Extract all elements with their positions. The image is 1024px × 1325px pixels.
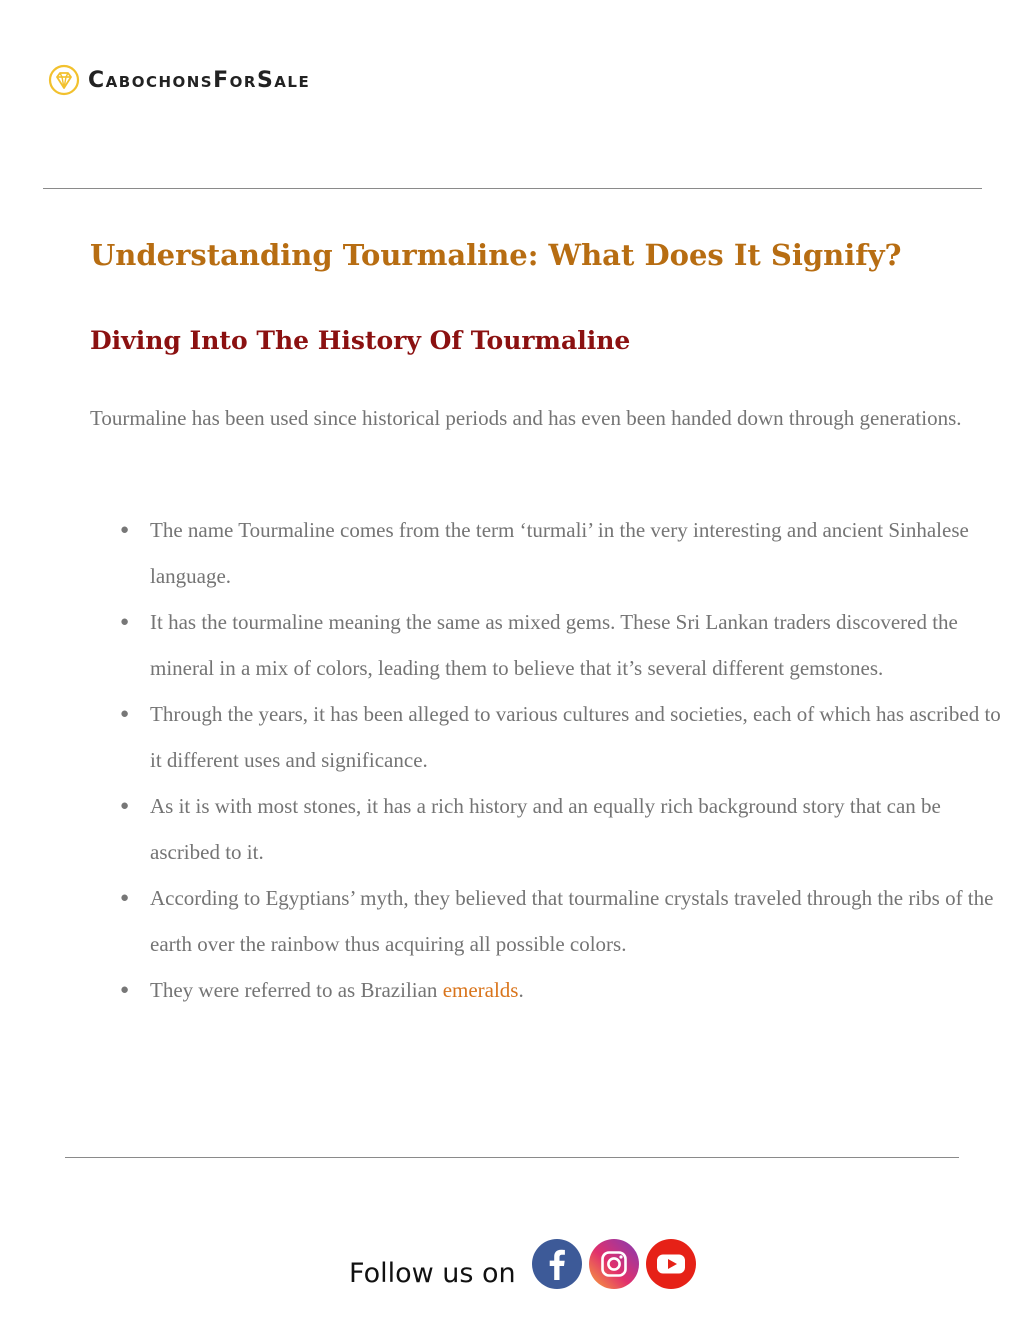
list-item: [120, 783, 1005, 875]
footer-divider: [65, 1157, 959, 1158]
list-item-text: It has the tourmaline meaning the same as mixed gems. These Sri Lankan traders discovered the mineral in a mix of colors, leading them to believe that it’s several different gemstones.: [150, 610, 958, 680]
page-title: Understanding Tourmaline: What Does It Signify?: [90, 238, 902, 272]
list-item-text: According to Egyptians’ myth, they believed that tourmaline crystals traveled through the ribs of the earth over the rainbow thus acquiring all possible colors.: [150, 886, 994, 956]
list-item-text-after: .: [518, 978, 524, 1002]
bullet-icon: ●: [120, 614, 130, 630]
history-list: [120, 507, 1005, 1013]
list-item: [120, 599, 1005, 691]
bullet-icon: ●: [120, 798, 130, 814]
intro-paragraph: Tourmaline has been used since historical periods and has even been handed down through generations.: [90, 406, 962, 430]
list-item: [120, 967, 1005, 1013]
instagram-icon[interactable]: [589, 1239, 639, 1289]
gem-logo-icon: [48, 64, 80, 96]
bullet-icon: ●: [120, 890, 130, 906]
bullet-icon: ●: [120, 706, 130, 722]
list-item: [120, 875, 1005, 967]
list-item: [120, 691, 1005, 783]
list-item-text: The name Tourmaline comes from the term ‘turmali’ in the very interesting and ancient Sinhalese language.: [150, 518, 969, 588]
emeralds-link[interactable]: emeralds: [442, 978, 519, 1002]
youtube-icon[interactable]: [646, 1239, 696, 1289]
brand-name: CabochonsForSale: [88, 67, 311, 93]
brand-logo[interactable]: [48, 64, 310, 96]
facebook-icon[interactable]: [532, 1239, 582, 1289]
bullet-icon: ●: [120, 522, 130, 538]
social-footer: [349, 1238, 703, 1289]
header-divider: [43, 188, 982, 189]
list-item-text: Through the years, it has been alleged to various cultures and societies, each of which has ascribed to it different uses and significance.: [150, 702, 1001, 772]
follow-label: Follow us on: [349, 1258, 516, 1289]
list-item-text-before: They were referred to as Brazilian: [150, 978, 443, 1002]
list-item-text: As it is with most stones, it has a rich history and an equally rich background story that can be ascribed to it.: [150, 794, 941, 864]
section-title: Diving Into The History Of Tourmaline: [90, 326, 631, 355]
bullet-icon: ●: [120, 982, 130, 998]
list-item: [120, 507, 1005, 599]
